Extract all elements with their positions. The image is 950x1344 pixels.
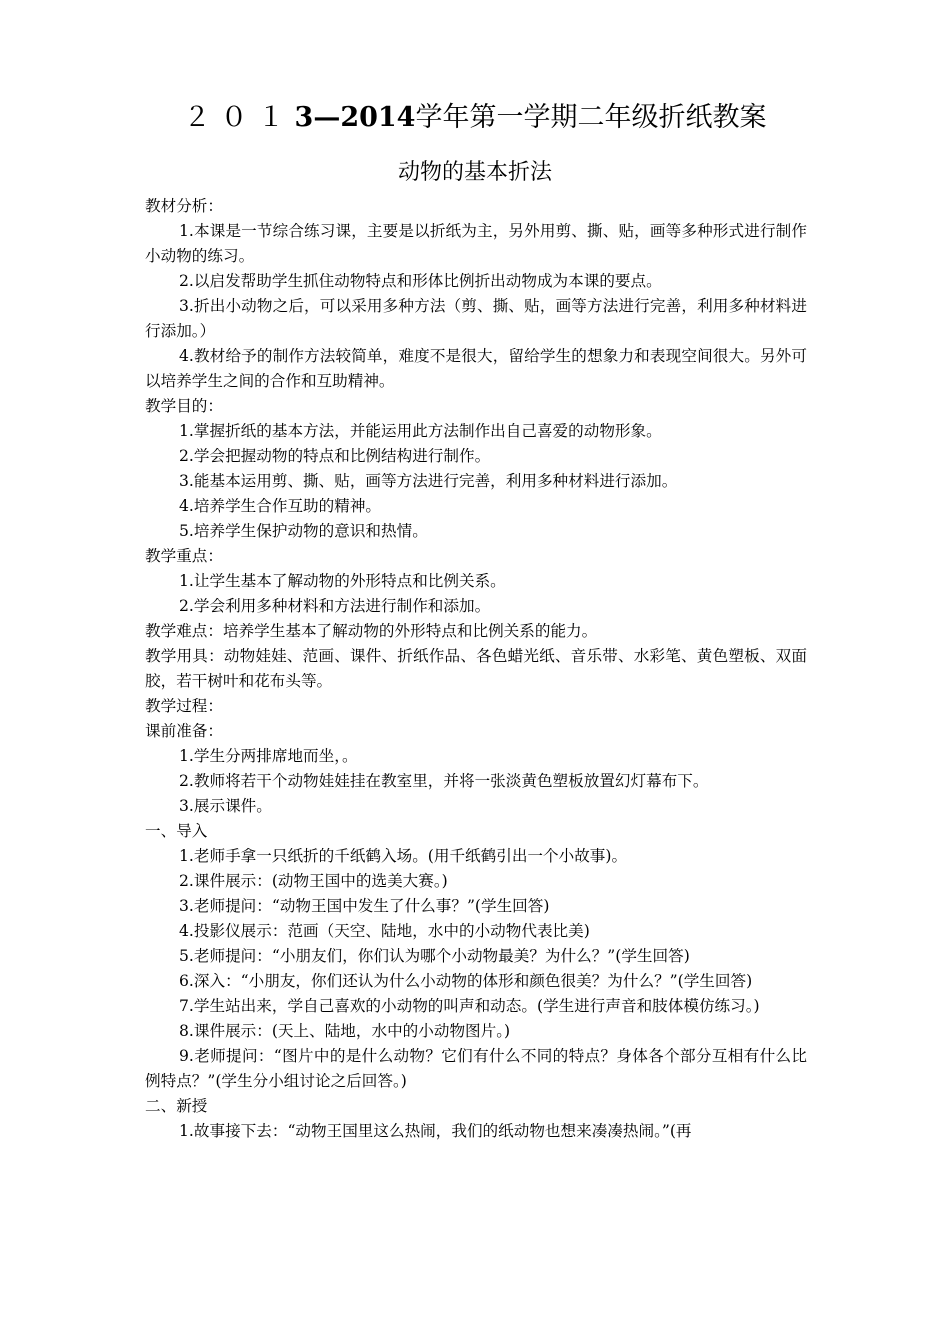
title-year-range: 3—2014 <box>294 102 416 133</box>
paragraph: 4.培养学生合作互助的精神。 <box>179 497 382 515</box>
title-text: 学年第一学期二年级折纸教案 <box>415 102 767 133</box>
paragraph: 1.老师手拿一只纸折的千纸鹤入场。(用千纸鹤引出一个小故事)。 <box>179 847 628 865</box>
document-title <box>0 100 950 136</box>
paragraph: 1.掌握折纸的基本方法，并能运用此方法制作出自己喜爱的动物形象。 <box>179 422 662 440</box>
paragraph: 2.学会把握动物的特点和比例结构进行制作。 <box>179 447 491 465</box>
paragraph: 3.老师提问：“动物王国中发生了什么事？”(学生回答) <box>179 897 550 915</box>
section-heading: 二、新授 <box>145 1097 208 1115</box>
paragraph: 8.课件展示：(天上、陆地，水中的小动物图片。) <box>179 1022 511 1040</box>
paragraph: 9.老师提问：“图片中的是什么动物？它们有什么不同的特点？身体各个部分互相有什么比例特点？”(学生分小组讨论之后回答。) <box>145 1047 807 1090</box>
section-heading: 教学用具：动物娃娃、范画、课件、折纸作品、各色蜡光纸、音乐带、水彩笔、黄色塑板、双面胶，若干树叶和花布头等。 <box>145 647 807 690</box>
paragraph: 1.本课是一节综合练习课，主要是以折纸为主，另外用剪、撕、贴，画等多种形式进行制作小动物的练习。 <box>145 222 807 265</box>
section-heading: 教学重点： <box>145 547 223 565</box>
section-heading: 教学目的： <box>145 397 223 415</box>
title-year-prefix: ２０１ <box>183 102 295 133</box>
paragraph: 4.教材给予的制作方法较简单，难度不是很大，留给学生的想象力和表现空间很大。另外可以培养学生之间的合作和互助精神。 <box>145 347 807 390</box>
paragraph: 5.老师提问：“小朋友们，你们认为哪个小动物最美？为什么？”(学生回答) <box>179 947 690 965</box>
paragraph: 2.课件展示：(动物王国中的选美大赛。) <box>179 872 448 890</box>
paragraph: 3.展示课件。 <box>179 797 272 815</box>
paragraph: 2.学会利用多种材料和方法进行制作和添加。 <box>179 597 491 615</box>
document-subtitle: 动物的基本折法 <box>397 160 552 185</box>
section-heading: 教学难点：培养学生基本了解动物的外形特点和比例关系的能力。 <box>145 622 598 640</box>
paragraph: 3.折出小动物之后，可以采用多种方法（剪、撕、贴，画等方法进行完善，利用多种材料进行添加。） <box>145 297 807 340</box>
paragraph: 4.投影仪展示：范画（天空、陆地，水中的小动物代表比美) <box>179 922 590 940</box>
paragraph: 7.学生站出来，学自己喜欢的小动物的叫声和动态。(学生进行声音和肢体模仿练习。) <box>179 997 760 1015</box>
paragraph: 1.学生分两排席地而坐，。 <box>179 747 358 765</box>
paragraph: 6.深入：“小朋友，你们还认为什么小动物的体形和颜色很美？为什么？”(学生回答) <box>179 972 753 990</box>
section-heading: 教材分析： <box>145 197 223 215</box>
section-heading: 教学过程： <box>145 697 223 715</box>
paragraph: 1.让学生基本了解动物的外形特点和比例关系。 <box>179 572 506 590</box>
section-heading: 一、导入 <box>145 822 208 840</box>
paragraph: 1.故事接下去：“动物王国里这么热闹，我们的纸动物也想来凑凑热闹。”(再 <box>179 1122 692 1140</box>
paragraph: 5.培养学生保护动物的意识和热情。 <box>179 522 428 540</box>
paragraph: 2.以启发帮助学生抓住动物特点和形体比例折出动物成为本课的要点。 <box>179 272 662 290</box>
document-body <box>145 194 807 1144</box>
paragraph: 3.能基本运用剪、撕、贴，画等方法进行完善，利用多种材料进行添加。 <box>179 472 678 490</box>
section-heading: 课前准备： <box>145 722 223 740</box>
paragraph: 2.教师将若干个动物娃娃挂在教室里，并将一张淡黄色塑板放置幻灯幕布下。 <box>179 772 709 790</box>
